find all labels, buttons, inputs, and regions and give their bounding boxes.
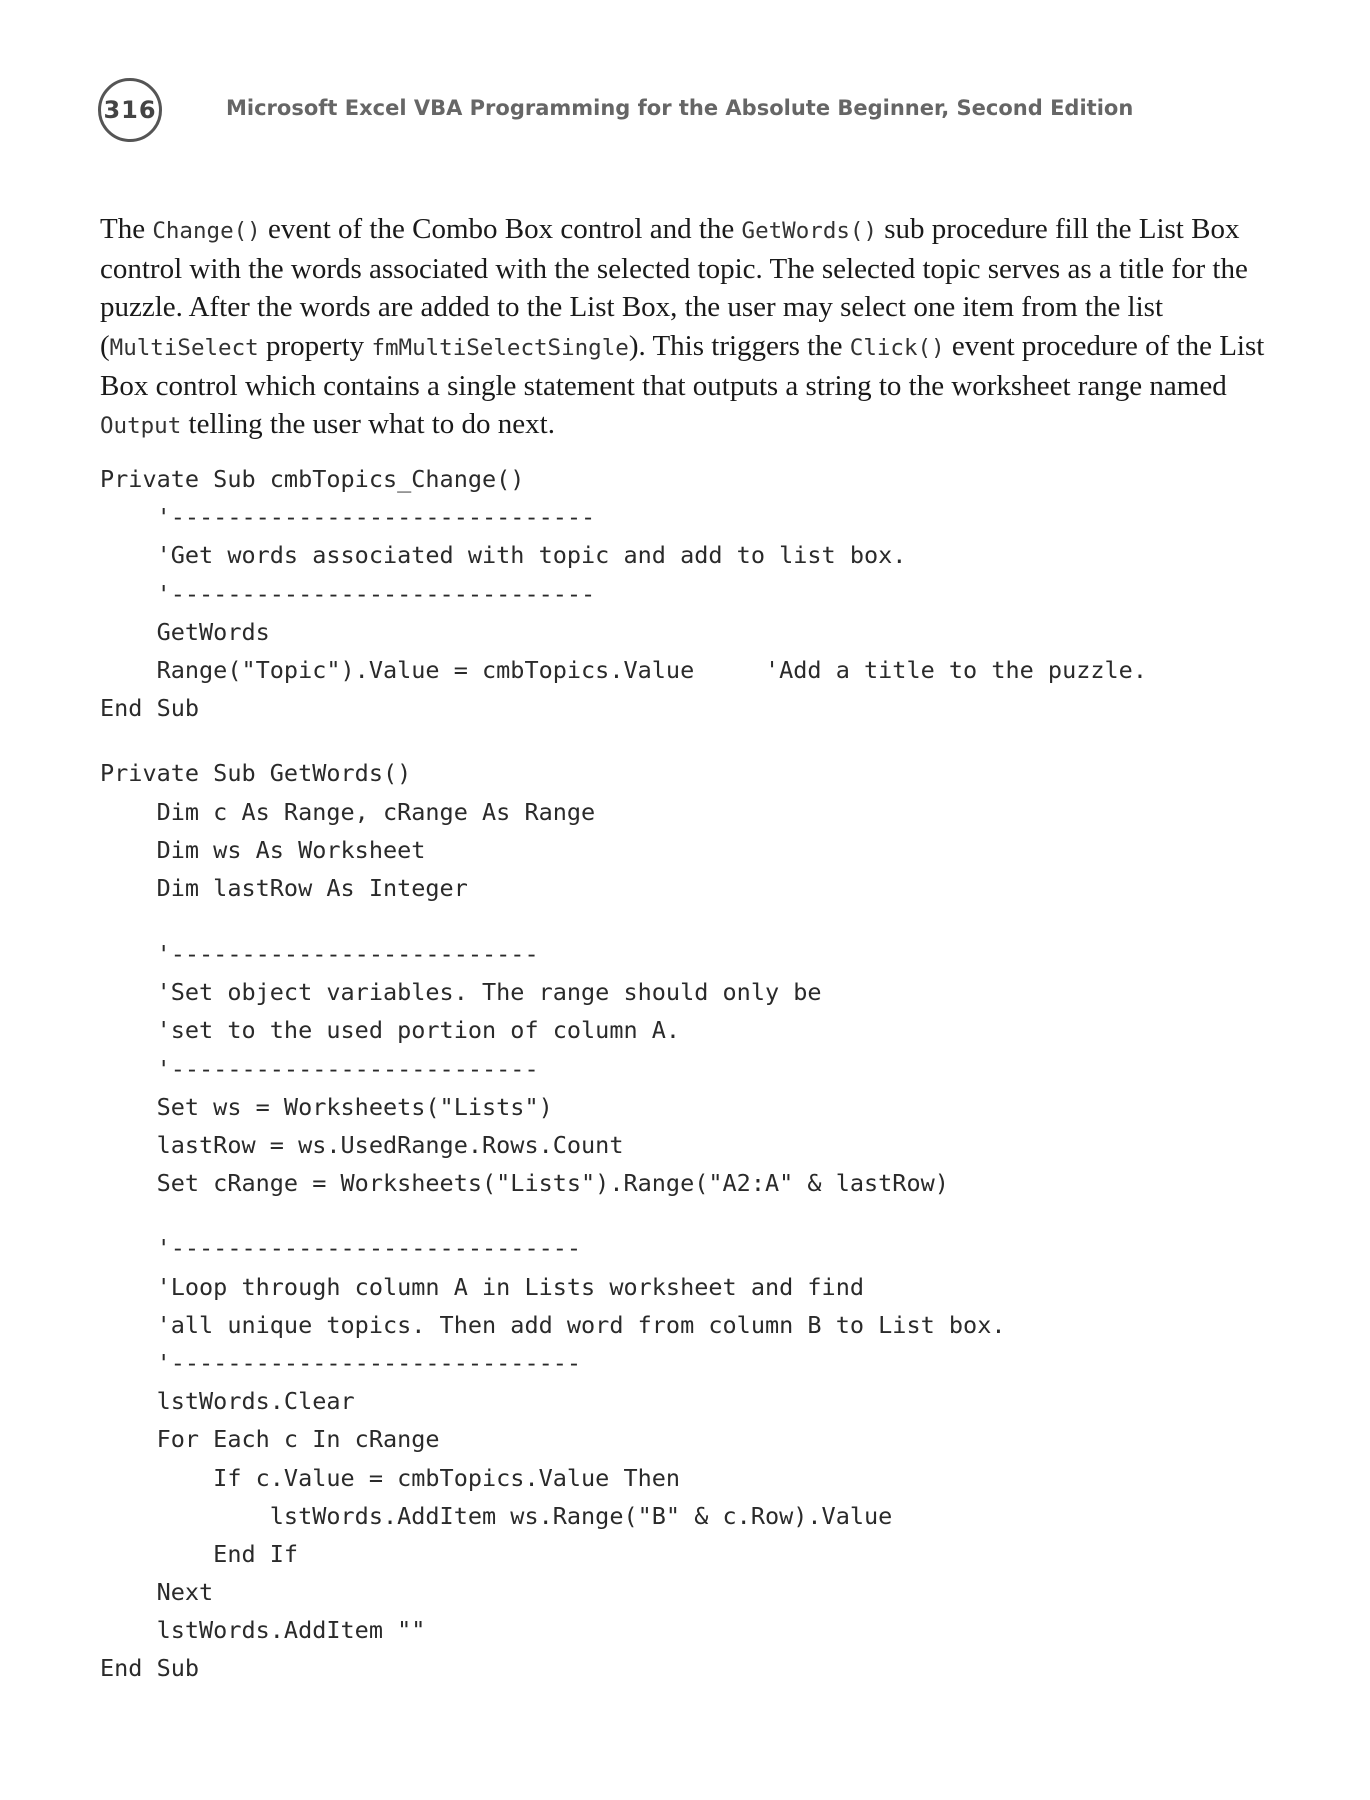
code-comment-line: 'Set object variables. The range should only be — [100, 978, 822, 1007]
code-line: For Each c In cRange — [100, 1425, 440, 1454]
body-paragraph — [100, 210, 1276, 445]
code-line: Private Sub cmbTopics_Change() — [100, 465, 525, 493]
code-line: Dim ws As Worksheet — [100, 835, 426, 864]
code-comment-line: 'Loop through column A in Lists worksheet and find — [100, 1272, 865, 1301]
code-comment-line: 'all unique topics. Then add word from column B to List box. — [100, 1310, 1006, 1339]
code-line: Set cRange = Worksheets("Lists").Range("A2:A" & lastRow) — [100, 1169, 949, 1198]
code-line: lstWords.Clear — [100, 1387, 355, 1416]
code-comment-line: 'Get words associated with topic and add to list box. — [100, 541, 907, 570]
para-text: The — [100, 213, 153, 245]
code-blank-line — [100, 907, 1280, 935]
code-line: Set ws = Worksheets("Lists") — [100, 1092, 553, 1121]
code-line: End Sub — [100, 1654, 200, 1683]
inline-code-change: Change() — [152, 218, 261, 244]
code-line: End If — [100, 1539, 299, 1568]
code-comment-line: '----------------------------- — [100, 1348, 582, 1377]
code-blank-line — [100, 727, 1280, 754]
inline-code-fmmultiselectsingle: fmMultiSelectSingle — [371, 334, 629, 361]
code-line: End Sub — [100, 694, 200, 723]
inline-code-getwords: GetWords() — [741, 218, 878, 244]
code-line: If c.Value = cmbTopics.Value Then — [100, 1463, 681, 1492]
para-text: sub procedure fill the List Box control with the words associated with the selected topic. The selected topic serves as a title for the puzzle. After the words are added to the List Box, the user may select one item from the list ( — [100, 213, 1248, 362]
code-line: Range("Topic").Value = cmbTopics.Value 'Add a title to the puzzle. — [100, 655, 1147, 684]
page-header — [98, 78, 1278, 146]
code-line: Dim c As Range, cRange As Range — [100, 797, 596, 826]
code-line: lstWords.AddItem ws.Range("B" & c.Row).Value — [100, 1501, 893, 1530]
code-comment-line: 'set to the used portion of column A. — [100, 1016, 681, 1045]
para-text: ). This triggers the — [628, 329, 850, 362]
para-text: telling the user what to do next. — [181, 408, 555, 441]
code-comment-line: '----------------------------- — [100, 1234, 582, 1263]
para-text: event procedure of the List Box control which contains a single statement that outputs a string to the worksheet range named — [100, 329, 1265, 402]
code-line: Private Sub GetWords() — [100, 759, 412, 788]
inline-code-output: Output — [100, 413, 182, 440]
para-text: property — [258, 329, 372, 362]
para-text: event of the Combo Box control and the — [260, 213, 742, 245]
code-line: lastRow = ws.UsedRange.Rows.Count — [100, 1131, 624, 1159]
code-comment-line: '------------------------------ — [100, 503, 596, 532]
code-comment-line: '------------------------------ — [100, 579, 596, 608]
code-comment-line: '-------------------------- — [100, 1054, 539, 1083]
code-line: GetWords — [100, 617, 270, 646]
code-listing — [100, 460, 1280, 1688]
code-line: Next — [100, 1578, 214, 1607]
page-number-badge: 316 — [98, 78, 162, 142]
running-head-title: Microsoft Excel VBA Programming for the Absolute Beginner, Second Edition — [226, 96, 1134, 120]
code-blank-line — [100, 1202, 1280, 1229]
code-line: lstWords.AddItem "" — [100, 1616, 426, 1645]
inline-code-multiselect: MultiSelect — [109, 334, 259, 361]
code-line: Dim lastRow As Integer — [100, 873, 468, 902]
code-comment-line: '-------------------------- — [100, 940, 539, 969]
inline-code-click: Click() — [849, 334, 945, 361]
